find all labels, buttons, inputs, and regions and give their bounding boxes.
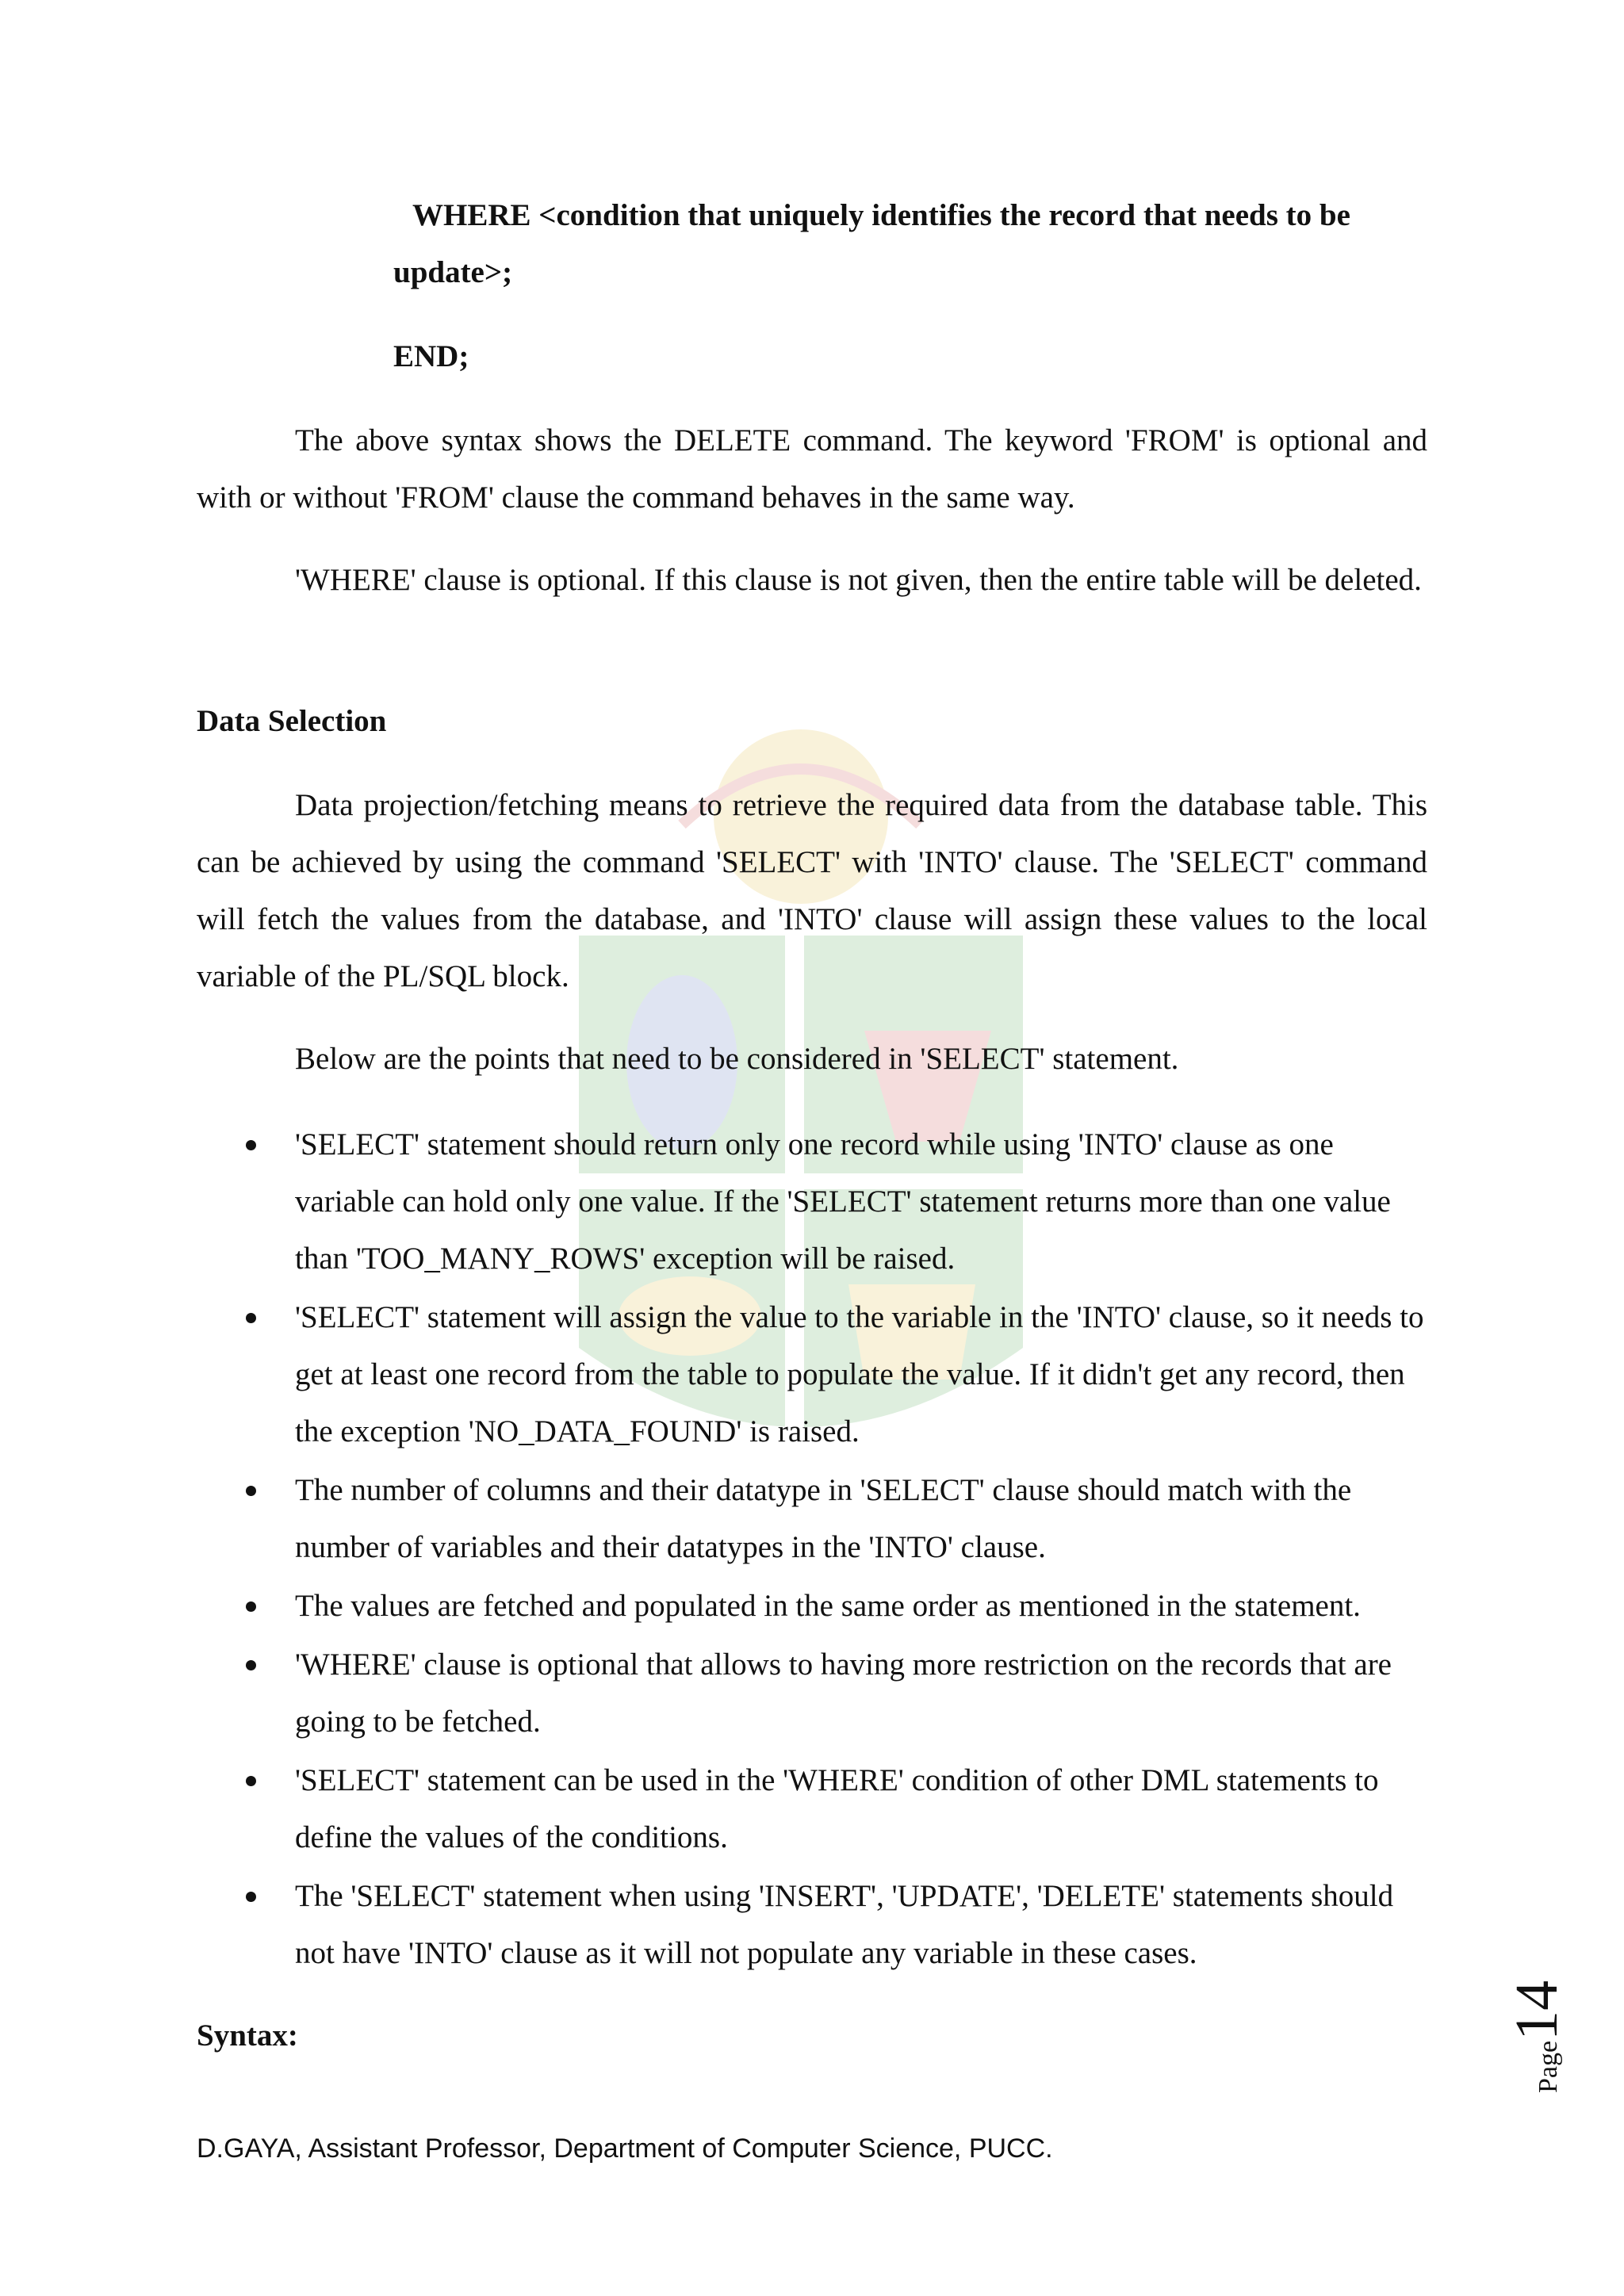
bullet-icon bbox=[246, 1892, 256, 1902]
list-item bbox=[197, 1868, 1434, 1982]
bullet-icon bbox=[246, 1313, 256, 1323]
page-footer: D.GAYA, Assistant Professor, Department of Computer Science, PUCC. bbox=[197, 2133, 1053, 2164]
page-label: Page bbox=[1534, 2040, 1563, 2093]
code-end-line: END; bbox=[393, 339, 469, 373]
page-number bbox=[1491, 1942, 1594, 2101]
bullet-icon bbox=[246, 1660, 256, 1670]
bullet-icon bbox=[246, 1601, 256, 1612]
bullet-icon bbox=[246, 1776, 256, 1786]
page-number-value: 14 bbox=[1503, 1980, 1570, 2041]
syntax-heading: Syntax: bbox=[197, 2019, 298, 2053]
list-item bbox=[197, 1462, 1434, 1576]
code-update-line: update>; bbox=[393, 255, 513, 289]
delete-syntax-paragraph: The above syntax shows the DELETE command. The keyword 'FROM' is optional and with or without 'FROM' clause the command behaves in the same way. bbox=[197, 423, 1427, 515]
list-item bbox=[197, 1289, 1434, 1460]
list-item bbox=[197, 1636, 1434, 1751]
where-optional-paragraph: 'WHERE' clause is optional. If this clause is not given, then the entire table will be deleted. bbox=[295, 563, 1422, 597]
list-item-text: The number of columns and their datatype in 'SELECT' clause should match with the number of variables and their datatypes in the 'INTO' clause. bbox=[295, 1473, 1352, 1564]
bullet-icon bbox=[246, 1140, 256, 1150]
data-projection-paragraph: Data projection/fetching means to retrieve the required data from the database table. This can be achieved by using the command 'SELECT' with 'INTO' clause. The 'SELECT' command will fetch the values from the database, and 'INTO' clause will assign these values to the local variable of the PL/SQL block. bbox=[197, 788, 1427, 993]
points-intro-paragraph: Below are the points that need to be considered in 'SELECT' statement. bbox=[295, 1042, 1179, 1076]
list-item-text: 'SELECT' statement will assign the value to the variable in the 'INTO' clause, so it needs to get at least one record from the table to populate the value. If it didn't get any record, then the exception 'NO_DATA_FOUND' is raised. bbox=[295, 1300, 1424, 1448]
code-where-line: WHERE <condition that uniquely identifies the record that needs to be bbox=[412, 198, 1350, 232]
list-item bbox=[197, 1752, 1434, 1866]
bullet-icon bbox=[246, 1486, 256, 1496]
select-points-list bbox=[197, 1116, 1434, 1984]
data-selection-heading: Data Selection bbox=[197, 704, 387, 738]
list-item-text: 'SELECT' statement can be used in the 'WHERE' condition of other DML statements to define the values of the conditions. bbox=[295, 1763, 1379, 1854]
list-item-text: The 'SELECT' statement when using 'INSERT', 'UPDATE', 'DELETE' statements should not have 'INTO' clause as it will not populate any variable in these cases. bbox=[295, 1879, 1394, 1970]
list-item-text: The values are fetched and populated in the same order as mentioned in the statement. bbox=[295, 1589, 1361, 1623]
list-item-text: 'WHERE' clause is optional that allows to having more restriction on the records that are going to be fetched. bbox=[295, 1647, 1392, 1739]
list-item bbox=[197, 1116, 1434, 1288]
list-item bbox=[197, 1578, 1434, 1635]
list-item-text: 'SELECT' statement should return only one record while using 'INTO' clause as one variable can hold only one value. If the 'SELECT' statement returns more than one value than 'TOO_MANY_ROWS' exception will be raised. bbox=[295, 1127, 1391, 1276]
